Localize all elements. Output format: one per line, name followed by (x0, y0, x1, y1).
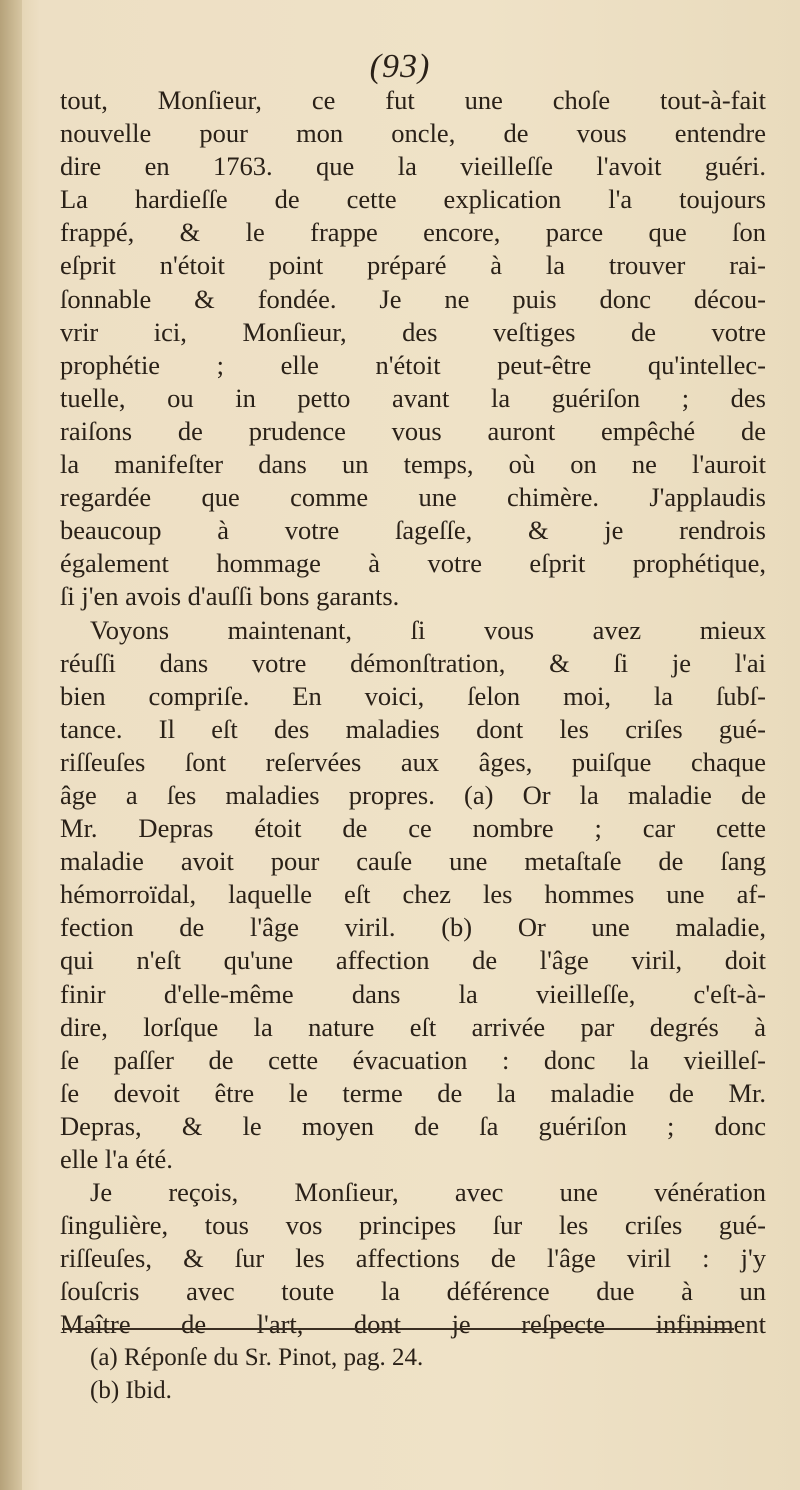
text-line: tance. Il eſt des maladies dont les criſes gué- (60, 713, 766, 744)
text-line: vrir ici, Monſieur, des veſtiges de votre (60, 316, 766, 347)
footnote: (b) Ibid. (90, 1377, 172, 1405)
text-line: bien compriſe. En voici, ſelon moi, la ſubſ- (60, 680, 766, 711)
text-line: dire, lorſque la nature eſt arrivée par degrés à (60, 1011, 766, 1042)
footnote-rule (62, 1328, 734, 1330)
text-line: Voyons maintenant, ſi vous avez mieux (90, 614, 766, 645)
text-line: Maître de l'art, dont je reſpecte infiniment (60, 1309, 766, 1340)
text-line: ſi j'en avois d'auſſi bons garants. (60, 581, 400, 612)
text-line: Depras, & le moyen de ſa guériſon ; donc (60, 1110, 766, 1141)
text-line: la manifeſter dans un temps, où on ne l'auroit (60, 449, 766, 480)
text-line: eſprit n'étoit point préparé à la trouver rai- (60, 250, 766, 281)
binding-gutter (0, 0, 22, 1490)
text-line: ſonnable & fondée. Je ne puis donc décou- (60, 283, 766, 314)
text-line: ſe paſſer de cette évacuation : donc la vieilleſ- (60, 1044, 766, 1075)
text-line: Je reçois, Monſieur, avec une vénération (90, 1177, 766, 1208)
text-line: tuelle, ou in petto avant la guériſon ; des (60, 382, 766, 413)
text-line: beaucoup à votre ſageſſe, & je rendrois (60, 515, 766, 546)
text-line: ſouſcris avec toute la déférence due à un (60, 1276, 766, 1307)
text-line: dire en 1763. que la vieilleſſe l'avoit guéri. (60, 151, 766, 182)
text-line: fection de l'âge viril. (b) Or une maladie, (60, 912, 766, 943)
text-line: riſſeuſes ſont reſervées aux âges, puiſque chaque (60, 746, 766, 777)
body-text (60, 84, 766, 1342)
text-line: frappé, & le frappe encore, parce que ſon (60, 217, 766, 248)
page-number: (93) (369, 48, 431, 85)
text-line: Mr. Depras étoit de ce nombre ; car cette (60, 813, 766, 844)
text-line: tout, Monſieur, ce fut une choſe tout-à-fait (60, 85, 766, 115)
text-line: maladie avoit pour cauſe une metaſtaſe de ſang (60, 846, 766, 877)
text-line: La hardieſſe de cette explication l'a toujours (60, 184, 766, 215)
text-line: âge a ſes maladies propres. (a) Or la maladie de (60, 779, 766, 810)
text-line: réuſſi dans votre démonſtration, & ſi je l'ai (60, 647, 766, 678)
text-line: raiſons de prudence vous auront empêché de (60, 415, 766, 446)
footnote: (a) Réponſe du Sr. Pinot, pag. 24. (90, 1344, 424, 1371)
text-line: ſingulière, tous vos principes ſur les criſes gué- (60, 1210, 766, 1241)
text-line: également hommage à votre eſprit prophétique, (60, 548, 766, 579)
text-line: hémorroïdal, laquelle eſt chez les hommes une af- (60, 879, 766, 910)
text-line: ſe devoit être le terme de la maladie de Mr. (60, 1077, 766, 1108)
text-line: elle l'a été. (60, 1144, 173, 1174)
text-line: nouvelle pour mon oncle, de vous entendre (60, 118, 766, 149)
text-line: regardée que comme une chimère. J'applaudis (60, 482, 766, 513)
text-line: riſſeuſes, & ſur les affections de l'âge viril : j'y (60, 1243, 766, 1274)
text-line: prophétie ; elle n'étoit peut-être qu'intellec- (60, 349, 766, 380)
footnotes (90, 1342, 730, 1408)
text-line: qui n'eſt qu'une affection de l'âge viril, doit (60, 945, 766, 976)
text-line: finir d'elle-même dans la vieilleſſe, c'eſt-à- (60, 978, 766, 1009)
